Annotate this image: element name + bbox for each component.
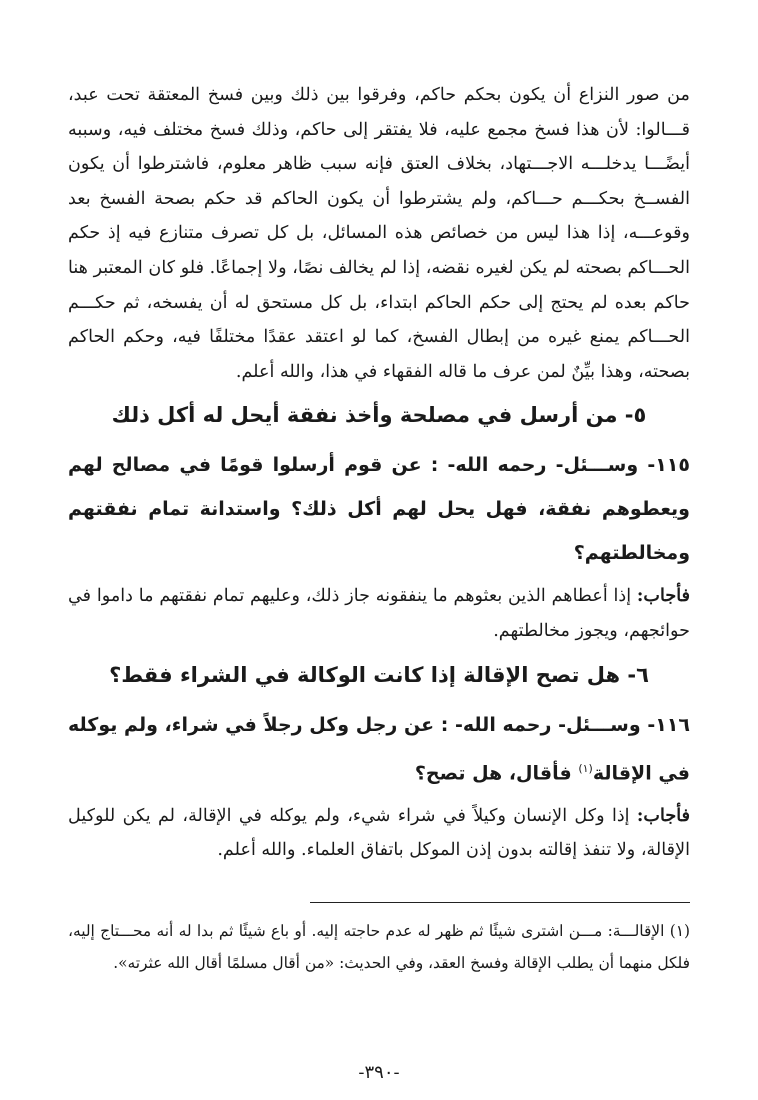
question-116-part2: فأقال، هل تصح؟	[414, 761, 579, 784]
section-5-heading: ٥- من أرسل في مصلحة وأخذ نفقة أيحل له أكل ذلك	[111, 403, 647, 428]
intro-paragraph: من صور النزاع أن يكون بحكم حاكم، وفرقوا بين ذلك وبين فسخ المعتقة تحت عبد، قـــالوا: لأن هذا فسخ مجمع عليه، فلا يفتقر إلى حاكم، وذلك فسخ مختلف فيه، وسببه أيضًـــا يدخلـــه الاجـــتهاد، بخلاف العتق فإنه سبب ظاهر معلوم، فاشترطوا أن يكون الفســخ بحكـــم حـــاكم، ولم يشترطوا أن يكون الحاكم قد حكم بصحة الفسخ بعد وقوعـــه، إذا هذا ليس من خصائص هذه المسائل، بل كل تصرف متنازع فيه إذ حكم الحـــاكم بصحته لم يكن لغيره نقضه، إذا لم يخالف نصًا، ولا إجماعًا. فلو كان المعتبر هنا حاكم بعده لم يحتج إلى حكم الحاكم ابتداء، بل كل مستحق له أن يفسخه، ثم حكـــم الحـــاكم يمنع غيره من إبطال الفسخ، كما لو اعتقد عقدًا مختلفًا فيه، وحكم الحاكم بصحته، وهذا بيِّنٌ لمن عرف ما قاله الفقهاء في هذا، والله أعلم.	[68, 85, 690, 382]
footnote: (١) الإقالـــة: مـــن اشترى شيئًا ثم ظهر له عدم حاجته إليه. أو باع شيئًا ثم بدا له أنه محـــتاج إليه، فلكل منهما أن يطلب الإقالة وفسخ العقد، وفي الحديث: «من أقال مسلمًا أقال الله عثرته».	[68, 922, 690, 972]
answer-115	[68, 579, 690, 648]
question-115: ١١٥- وســـئل- رحمه الله- : عن قوم أرسلوا قومًا في مصالح لهم ويعطوهم نفقة، فهل يحل لهم أكل ذلك؟ واستدانة تمام نفقتهم ومخالطتهم؟	[68, 454, 690, 565]
answer-116	[68, 799, 690, 868]
page-number: -٣٩٠-	[358, 1062, 400, 1083]
section-6-heading: ٦- هل تصح الإقالة إذا كانت الوكالة في الشراء فقط؟	[109, 662, 649, 687]
answer-115-lead: فأجاب:	[636, 585, 690, 607]
answer-116-text: إذا وكل الإنسان وكيلاً في شراء شيء، ولم يوكله في الإقالة، لم يكن للوكيل الإقالة، ولا تنفذ إقالته بدون إذن الموكل باتفاق العلماء. والله أعلم.	[68, 805, 690, 861]
footnote-divider	[310, 902, 690, 903]
answer-116-lead: فأجاب:	[636, 804, 690, 826]
answer-115-text: إذا أعطاهم الذين بعثوهم ما ينفقونه جاز ذلك، وعليهم تمام نفقتهم ما داموا في حوائجهم، ويجوز مخالطتهم.	[68, 586, 690, 641]
question-116	[68, 703, 690, 795]
footnote-reference: (١)	[578, 761, 593, 775]
question-116-part1: ١١٦- وســـئل- رحمه الله- : عن رجل وكل رجلاً في شراء، ولم يوكله في الإقالة	[68, 713, 690, 784]
page-body	[68, 78, 690, 868]
